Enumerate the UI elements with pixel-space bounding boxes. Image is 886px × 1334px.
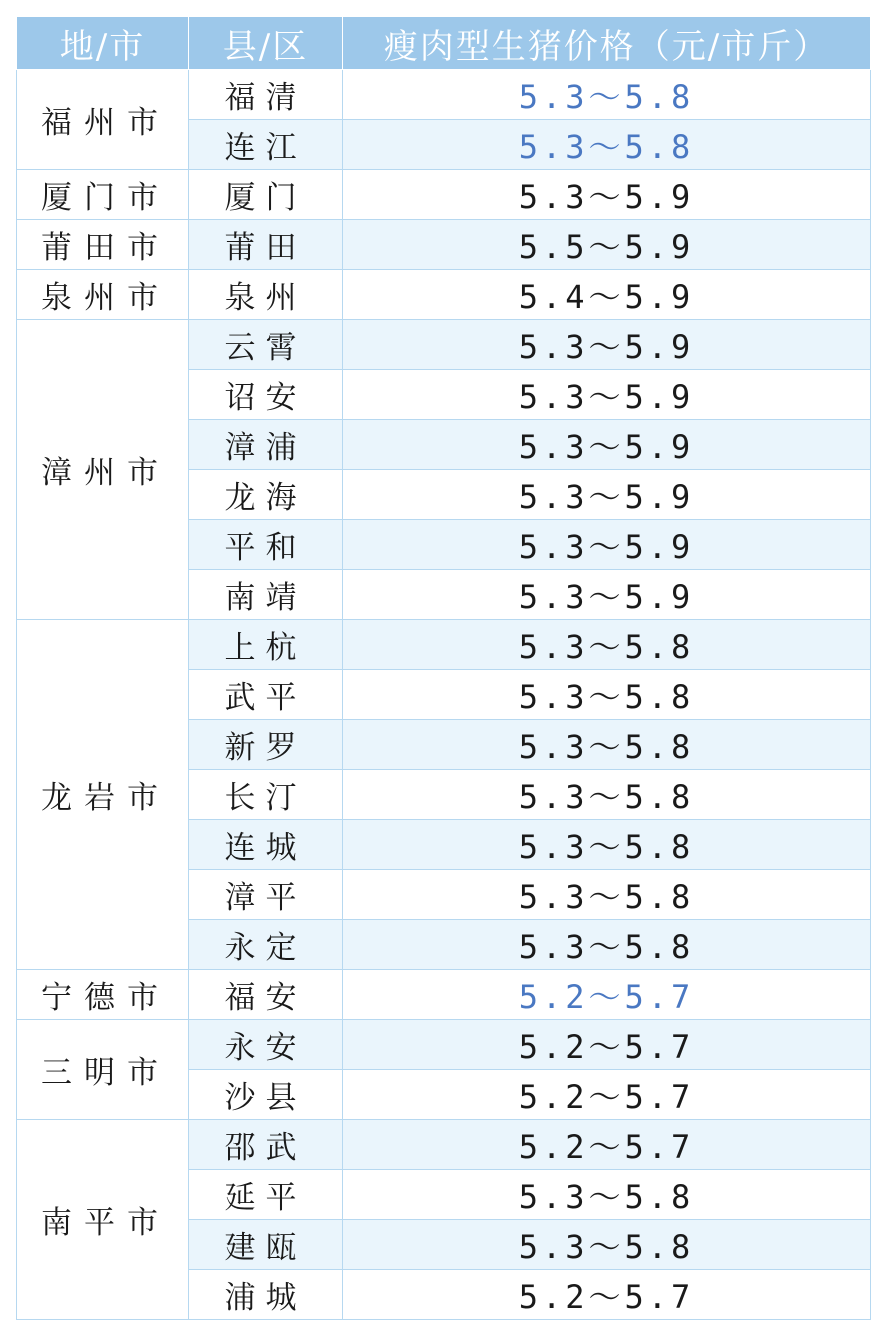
header-county: 县/区 xyxy=(189,17,343,70)
price-cell: 5.2～5.7 xyxy=(343,1070,871,1120)
table-row xyxy=(17,970,871,1020)
table-row xyxy=(17,320,871,370)
price-cell: 5.3～5.8 xyxy=(343,820,871,870)
price-cell: 5.3～5.9 xyxy=(343,520,871,570)
price-cell: 5.3～5.8 xyxy=(343,720,871,770)
county-cell: 南靖 xyxy=(189,570,343,620)
county-cell: 武平 xyxy=(189,670,343,720)
county-cell: 福清 xyxy=(189,70,343,120)
price-cell: 5.5～5.9 xyxy=(343,220,871,270)
price-cell: 5.3～5.8 xyxy=(343,870,871,920)
price-table-container xyxy=(16,16,870,1320)
county-cell: 诏安 xyxy=(189,370,343,420)
price-cell: 5.2～5.7 xyxy=(343,1270,871,1320)
city-cell: 三明市 xyxy=(17,1020,189,1120)
price-cell: 5.4～5.9 xyxy=(343,270,871,320)
county-cell: 平和 xyxy=(189,520,343,570)
county-cell: 福安 xyxy=(189,970,343,1020)
table-row xyxy=(17,70,871,120)
county-cell: 上杭 xyxy=(189,620,343,670)
county-cell: 云霄 xyxy=(189,320,343,370)
table-row xyxy=(17,170,871,220)
table-body xyxy=(17,70,871,1320)
county-cell: 延平 xyxy=(189,1170,343,1220)
price-cell: 5.3～5.8 xyxy=(343,1170,871,1220)
price-cell: 5.3～5.9 xyxy=(343,170,871,220)
county-cell: 邵武 xyxy=(189,1120,343,1170)
county-cell: 沙县 xyxy=(189,1070,343,1120)
pig-price-table xyxy=(16,16,871,1320)
county-cell: 龙海 xyxy=(189,470,343,520)
county-cell: 永定 xyxy=(189,920,343,970)
price-cell: 5.3～5.8 xyxy=(343,1220,871,1270)
city-cell: 厦门市 xyxy=(17,170,189,220)
county-cell: 泉州 xyxy=(189,270,343,320)
price-cell: 5.3～5.8 xyxy=(343,770,871,820)
county-cell: 新罗 xyxy=(189,720,343,770)
price-cell: 5.3～5.9 xyxy=(343,320,871,370)
county-cell: 浦城 xyxy=(189,1270,343,1320)
table-row xyxy=(17,1020,871,1070)
table-row xyxy=(17,1120,871,1170)
city-cell: 莆田市 xyxy=(17,220,189,270)
price-cell: 5.3～5.8 xyxy=(343,70,871,120)
price-cell: 5.3～5.9 xyxy=(343,420,871,470)
price-cell: 5.3～5.9 xyxy=(343,470,871,520)
county-cell: 厦门 xyxy=(189,170,343,220)
price-cell: 5.2～5.7 xyxy=(343,970,871,1020)
price-cell: 5.3～5.8 xyxy=(343,120,871,170)
city-cell: 泉州市 xyxy=(17,270,189,320)
county-cell: 莆田 xyxy=(189,220,343,270)
city-cell: 福州市 xyxy=(17,70,189,170)
price-cell: 5.3～5.8 xyxy=(343,620,871,670)
city-cell: 南平市 xyxy=(17,1120,189,1320)
city-cell: 龙岩市 xyxy=(17,620,189,970)
header-price: 瘦肉型生猪价格（元/市斤） xyxy=(343,17,871,70)
table-row xyxy=(17,620,871,670)
city-cell: 宁德市 xyxy=(17,970,189,1020)
county-cell: 漳平 xyxy=(189,870,343,920)
price-cell: 5.3～5.9 xyxy=(343,570,871,620)
price-cell: 5.3～5.8 xyxy=(343,920,871,970)
price-cell: 5.3～5.8 xyxy=(343,670,871,720)
city-cell: 漳州市 xyxy=(17,320,189,620)
table-row xyxy=(17,220,871,270)
county-cell: 建瓯 xyxy=(189,1220,343,1270)
price-cell: 5.2～5.7 xyxy=(343,1120,871,1170)
header-city: 地/市 xyxy=(17,17,189,70)
county-cell: 长汀 xyxy=(189,770,343,820)
county-cell: 连城 xyxy=(189,820,343,870)
price-cell: 5.3～5.9 xyxy=(343,370,871,420)
county-cell: 永安 xyxy=(189,1020,343,1070)
table-row xyxy=(17,270,871,320)
table-header-row xyxy=(17,17,871,70)
county-cell: 漳浦 xyxy=(189,420,343,470)
county-cell: 连江 xyxy=(189,120,343,170)
price-cell: 5.2～5.7 xyxy=(343,1020,871,1070)
